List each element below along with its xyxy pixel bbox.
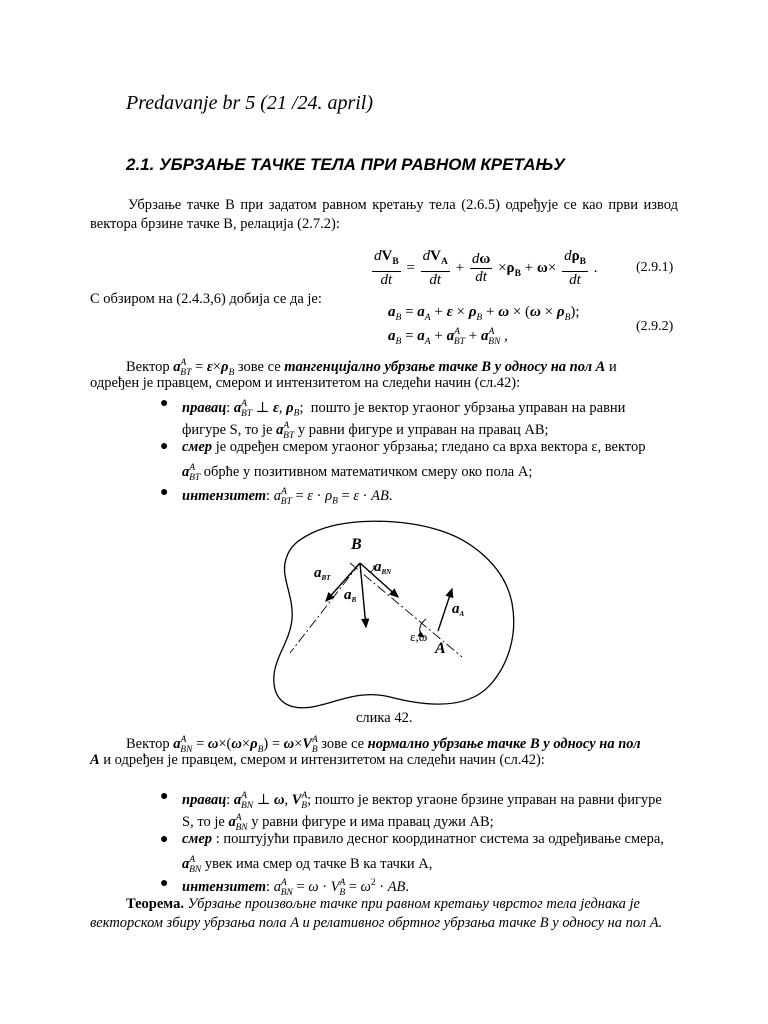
vector-a-a [438,589,452,631]
tangential-prefix: Вектор [126,358,170,375]
equation-number-1: (2.9.1) [636,260,674,275]
tangential-middle: зове се [237,358,281,375]
tangential-suffix: и [608,358,617,375]
theorem-text1: Убрзање произвољне тачке при равном кретању чврстог тела једнака је [187,896,640,912]
label-a-b: $a_B$ [344,587,357,604]
normal-bullet-sense: смер : поштујући правило десног координатног система за одређивање смера, [182,831,664,847]
consider-text: С обзиром на (2.4.3,6) добија се да је: [90,291,322,307]
tangential-formula: $a^A_{BT} = \varepsilon\times\rho_B$ [173,358,235,378]
bullet-dot: ● [160,832,169,847]
label-a-bt: $a_{BT}$ [314,565,331,582]
normal-bullet-direction-cont: S, то је $a^A_{BN}$ у равни фигуре и има правац дужи AB; [182,813,494,833]
normal-bullet-intensity: интензитет: $a^A_{BN} = \omega \cdot V^A_B = \omega^2$ · AB. [182,878,410,898]
tangential-bullet-intensity: интензитет: $a^A_{BT} = \varepsilon \cdot \rho_B = \varepsilon$ · AB. [182,487,393,507]
equation-number-2: (2.9.2) [636,319,674,334]
tangential-bullet-direction: правац: $a^A_{BT}$ ⊥ ε, $\rho_B$; пошто је вектор угаоног убрзања управан на равни [182,399,626,419]
label-a-bn: $a_{BN}$ [374,559,392,576]
bullet-dot: ● [160,396,169,411]
normal-bullet-direction: правац: $a^A_{BN}$ ⊥ ω, $V^A_B$; пошто је вектор угаоне брзине управан на равни фигуре [182,791,662,811]
normal-middle: зове се [321,735,365,752]
normal-bullet-sense-cont: $a^A_{BN}$ увек има смер од тачке B ка тачки A, [182,855,433,875]
equation-2-9-1: $\frac{dV_B}{dt}$ = $\frac{dV_A}{dt}$ + $\frac{d\omega}{dt}$ $\times\rho_B + \omega\times$ $\frac{d\rho_B}{dt}$ . [374,248,598,288]
normal-term: нормално убрзање тачке B у односу на пол [367,735,641,752]
bullet-dot: ● [160,876,169,891]
bullet-dot: ● [160,439,169,454]
normal-paragraph-line2: A и одређен је правцем, смером и интензитетом на следећи начин (сл.42): [90,752,545,768]
rigid-body-outline [274,521,514,708]
normal-prefix: Вектор [126,735,170,752]
theorem-label: Теорема. [126,896,184,912]
page-header: Predavanje br 5 (21 /24. april) [126,92,374,114]
tangential-bullet-direction-cont: фигуре S, то је $a^A_{BT}$ у равни фигуре и управан на правац AB; [182,421,549,441]
equation-2-9-2-line1: $a_B = a_A + \varepsilon \times \rho_B + \omega \times (\omega \times \rho_B)$; [388,304,580,323]
theorem-line2: векторском збиру убрзања пола A и релативног обртног убрзања тачке B у односу на пол A. [90,915,663,931]
theorem-line1 [126,895,640,914]
normal-formula: $a^A_{BN} = \omega\times(\omega\times\rho_B) = \omega\times V^A_B$ [173,735,318,755]
figure-42 [250,515,520,715]
section-title: 2.1. УБРЗАЊЕ ТАЧКЕ ТЕЛА ПРИ РАВНОМ КРЕТАЊУ [126,155,565,174]
tangential-bullet-sense-cont: $a^A_{BT}$ обрће у позитивном математичком смеру око пола A; [182,463,533,483]
bullet-dot: ● [160,789,169,804]
tangential-bullet-sense: смер је одређен смером угаоног убрзања; гледано са врха вектора ε, вектор [182,439,646,455]
label-b: B [351,536,362,553]
label-a-a: $a_A$ [452,601,465,618]
tangential-term: тангенцијално убрзање тачке B у односу на пол A [284,358,606,375]
equation-2-9-2-line2: $a_B = a_A + a^A_{BT} + a^A_{BN}$ , [388,327,508,347]
vector-a-b [360,563,366,627]
label-a: A [435,640,446,657]
intro-paragraph: Убрзање тачке B при задатом равном кретању тела (2.6.5) одређује се као први извод вектора брзине тачке B, релација (2.7.2): [90,197,678,232]
bullet-dot: ● [160,485,169,500]
label-eps-omega: ε,ω [410,629,428,644]
tangential-paragraph-line2: одређен је правцем, смером и интензитетом на следећи начин (сл.42): [90,375,521,391]
figure-caption: слика 42. [356,710,413,726]
